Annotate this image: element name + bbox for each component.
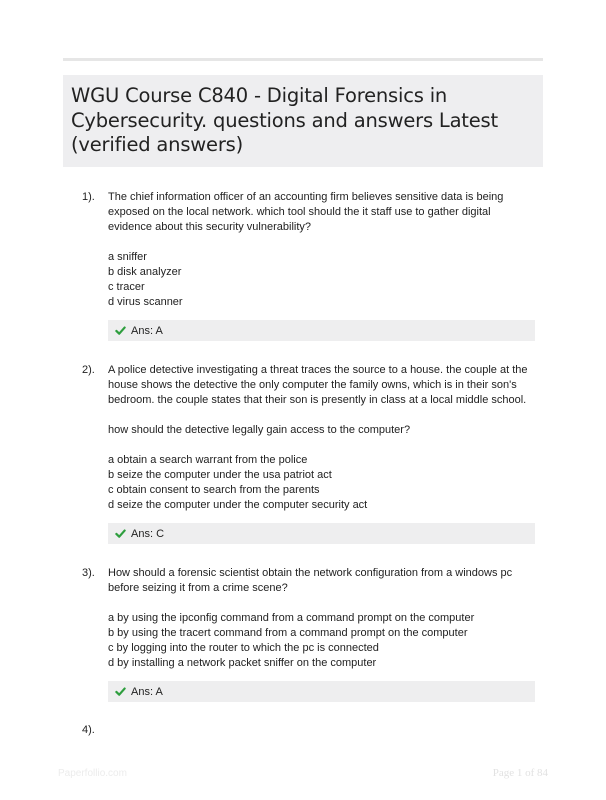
answer-option: a sniffer: [108, 251, 147, 263]
answer-option: d virus scanner: [108, 296, 183, 308]
answer-bar: [108, 681, 535, 702]
question-text: How should a forensic scientist obtain the network configuration from a windows pc before seizing it from a crime scene?: [108, 567, 513, 594]
check-icon: [115, 528, 126, 539]
answer-label: Ans: A: [131, 324, 163, 337]
answer-option: c tracer: [108, 281, 145, 293]
document-title: WGU Course C840 - Digital Forensics in Cybersecurity. questions and answers Latest (verified answers): [71, 84, 498, 156]
answer-option: c obtain consent to search from the parents: [108, 484, 320, 496]
answer-option: b seize the computer under the usa patriot act: [108, 469, 332, 481]
question-body: [108, 363, 536, 513]
question-number: 1).: [82, 191, 95, 203]
answer-label: Ans: C: [131, 527, 165, 540]
answer-option: b by using the tracert command from a command prompt on the computer: [108, 627, 468, 639]
answer-option: d seize the computer under the computer security act: [108, 499, 368, 511]
question-body: [108, 190, 536, 310]
answer-bar: [108, 320, 535, 341]
question-number: 2).: [82, 364, 95, 376]
answer-option: a by using the ipconfig command from a command prompt on the computer: [108, 612, 475, 624]
answer-option: d by installing a network packet sniffer on the computer: [108, 657, 377, 669]
top-divider: [63, 58, 543, 61]
question-body: [108, 566, 536, 671]
answer-bar: [108, 523, 535, 544]
title-banner: [63, 75, 543, 167]
question-number: 3).: [82, 567, 95, 579]
check-icon: [115, 325, 126, 336]
answer-option: a obtain a search warrant from the police: [108, 454, 308, 466]
check-icon: [115, 686, 126, 697]
footer-watermark: Paperfollio.com: [58, 768, 127, 779]
answer-option: b disk analyzer: [108, 266, 182, 278]
question-number: 4).: [82, 724, 95, 736]
answer-label: Ans: A: [131, 685, 163, 698]
page-indicator: Page 1 of 84: [492, 767, 548, 779]
question-text: The chief information officer of an accounting firm believes sensitive data is being exposed on the local network. which tool should the it staff use to gather digital evidence about this security vulnerability?: [108, 191, 504, 233]
question-text: A police detective investigating a threat traces the source to a house. the couple at the house shows the detective the only computer the family owns, which is in their son's bedroom. the couple states that their son is presently in class at a local middle school.: [108, 364, 528, 406]
question-text: how should the detective legally gain access to the computer?: [108, 424, 411, 436]
answer-option: c by logging into the router to which the pc is connected: [108, 642, 379, 654]
